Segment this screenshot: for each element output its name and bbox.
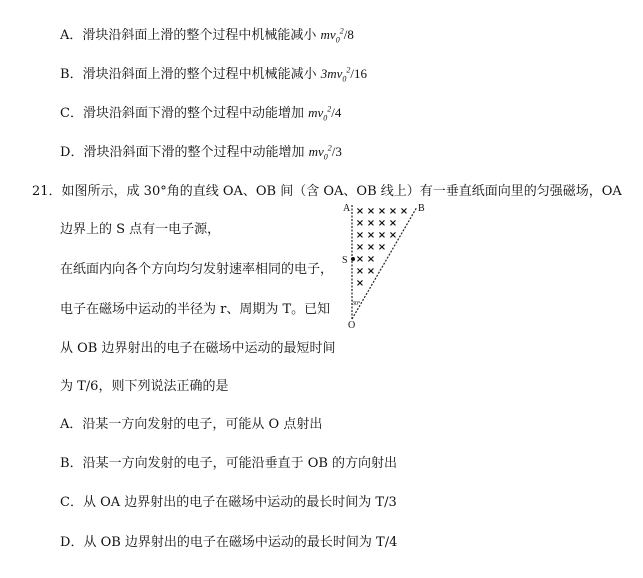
source-point-s (351, 257, 355, 261)
field-cross: × (355, 242, 365, 253)
label-b: B (418, 203, 425, 214)
label-angle: 30° (352, 301, 361, 307)
option-letter: D (60, 145, 71, 160)
option-text: ．从 OA 边界射出的电子在磁场中运动的最长时间为 T/3 (69, 495, 397, 510)
label-o: O (348, 320, 356, 331)
option-text: ．滑块沿斜面下滑的整个过程中动能增加 (69, 106, 309, 121)
option-a (60, 416, 322, 434)
question-stem-line5: 从 OB 边界射出的电子在磁场中运动的最短时间 (60, 341, 336, 356)
field-cross: × (366, 218, 376, 229)
field-cross: × (377, 230, 387, 241)
formula: $mv_0^2/8$ (320, 26, 354, 45)
option-text: ．从 OB 边界射出的电子在磁场中运动的最长时间为 T/4 (70, 535, 398, 550)
option-text: ．滑块沿斜面上滑的整个过程中机械能减小 (69, 28, 321, 43)
field-cross: × (377, 242, 387, 253)
field-cross: × (355, 206, 365, 217)
label-a: A (343, 203, 351, 214)
magnetic-field-diagram (335, 197, 435, 332)
field-cross: × (366, 206, 376, 217)
question-number: 21． (32, 184, 62, 199)
field-cross: × (355, 218, 365, 229)
field-cross: × (355, 254, 365, 265)
option-b (60, 455, 397, 473)
field-cross: × (355, 266, 365, 277)
field-cross: × (366, 230, 376, 241)
field-cross: × (388, 230, 398, 241)
field-cross: × (399, 206, 409, 217)
option-letter: B (60, 456, 70, 471)
field-cross: × (366, 254, 376, 265)
formula: $3mv_0^2/16$ (320, 65, 367, 84)
prev-option-c (60, 104, 341, 123)
field-cross: × (388, 218, 398, 229)
field-cross: × (377, 218, 387, 229)
option-text: ．滑块沿斜面上滑的整个过程中机械能减小 (69, 67, 321, 82)
label-s: S (342, 255, 348, 266)
prev-option-d (60, 143, 342, 162)
field-cross: × (366, 266, 376, 277)
option-letter: A (60, 417, 70, 432)
option-c (60, 494, 397, 512)
question-stem-line6: 为 T/6，则下列说法正确的是 (60, 379, 229, 394)
question-text: 如图所示，成 30°角的直线 OA、OB 间（含 OA、OB 线上）有一垂直纸面向里的匀强磁场，OA (61, 184, 622, 199)
option-letter: D (60, 535, 71, 550)
option-text: ．沿某一方向发射的电子，可能沿垂直于 OB 的方向射出 (69, 456, 398, 471)
prev-option-b (60, 65, 367, 84)
option-d (60, 534, 397, 552)
question-stem-line3: 在纸面内向各个方向均匀发射速率相同的电子， (60, 262, 334, 277)
prev-option-a (60, 26, 354, 45)
question-stem-line1 (32, 183, 622, 201)
option-letter: B (60, 67, 70, 82)
field-cross: × (366, 242, 376, 253)
option-text: ．沿某一方向发射的电子，可能从 O 点射出 (69, 417, 323, 432)
field-cross: × (388, 206, 398, 217)
field-cross: × (355, 278, 365, 289)
option-letter: C (60, 495, 70, 510)
option-letter: C (60, 106, 70, 121)
option-text: ．滑块沿斜面下滑的整个过程中动能增加 (70, 145, 309, 160)
question-stem-line4: 电子在磁场中运动的半径为 r、周期为 T。已知 (60, 302, 331, 317)
field-cross: × (355, 230, 365, 241)
formula: $mv_0^2/4$ (308, 104, 342, 123)
formula: $mv_0^2/3$ (308, 143, 342, 162)
question-stem-line2: 边界上的 S 点有一电子源， (60, 222, 221, 237)
magnetic-field-crosses (356, 206, 408, 289)
option-letter: A (60, 28, 70, 43)
field-cross: × (377, 206, 387, 217)
